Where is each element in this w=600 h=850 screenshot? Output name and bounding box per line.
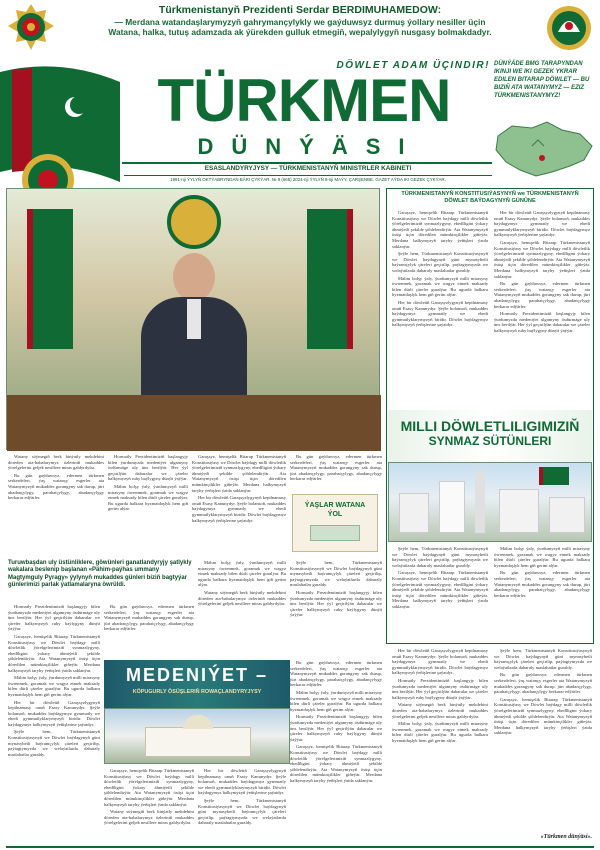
paragraph: Şeýle hem, Türkmenistanyň Konstitusiýasynyň we Döwlet baýdagynyň güni mynasybetli baýramçylyk çäreleri geçirilip, paýtagtymyzda we welaýatlarda dabaraly maslahatlar guraldy. (392, 251, 488, 273)
paragraph: Bu gün gaýduwsyz, edermen türkmen serkerdeleri, ýaş watançy esgerler ata Watanymyzyň mukaddes gorangyny sak durup, jürt abadançylygy, parahatçylygy, abadançylygy berkarar edýärler. (8, 472, 104, 501)
emblem-icon (6, 2, 56, 54)
paragraph: Her bir döwletiň Garaşsyzlygynyň kepilnamasy onuň Esasy Kanunydyr. Şeýle bolansoň, mukaddes baýdagymyz gymmatly we ebedi gymmatlyklarymyzyň biridir. Döwlet baýdagymyz halkymyzyň ýeňişlerine şaýatdyr. (192, 495, 286, 523)
constitution-box-title: TÜRKMENISTANYŇ KONSTITUSIÝASYNYŇ we TÜRKMENISTANYŇ DÖWLET BAÝDAGYNYŇ GÜNÜNE (387, 189, 593, 207)
paragraph: Her bir döwletiň Garaşsyzlygynyň kepilnamasy onuň Esasy Kanunydyr. Şeýle bolansoň, mukaddes baýdagymyz gymmatly we ebedi gymmatlyklarymyzyň biridir. Döwlet baýdagymyz halkymyzyň ýeňişlerine şaýatdyr. (392, 299, 488, 328)
paragraph: Mälim bolşy ýaly, ýurdumyzyň milli mirasyny öwrenmek, goramak we wagyz etmek maksady bilen dürli çäreler guralýar. Bu ugurda halkara hyzmatdaşlyk hem giň gerim alýar. (8, 675, 100, 697)
right-slogan: DÜNÝÄDE BMG TARAPYNDAN IKINJI WE IKI GEZEK YKRAR EDILEN BITARAP DÖWLET — BU BIZIŇ ATA WATANYMYZ — EZIZ TÜRKMENISTANYMYZ! (494, 61, 590, 99)
paragraph: Hormatly Prezidentimiziň başlangyjy bilen ýurdumyzda medeniýet ulgamyny ösdürmäge uly üns berilýär. Her ýyl geçirilýän dabaralar we çäreler halkymyzyň ruhy baýlygyny dünýä ýaýýar. (108, 454, 188, 482)
paragraph: Bu gün gaýduwsyz, edermen türkmen serkerdeleri, ýaş watançy esgerler ata Watanymyzyň mukaddes gorangyny sak durup, jürt abadançylygy, parahatçylygy, abadançylygy berkarar edýärler. (104, 604, 194, 632)
flag-left (27, 209, 73, 349)
article1-text-col6 (198, 768, 286, 844)
paragraph: Garaşsyz, hemişelik Bitarap Türkmenistanyň Konstitusiýasy we Döwlet baýdagy milli döwletlik ýörelgelerimiziň synmazlygyny, ebedîligini ýokary ähmiýetli şekilde şöhlelendirýär. Ata Watanymyzyň ösüşi üçin döredilen mümkinçilikler giňeýär. Merdana halkymyzyň taryhy ýeňişleri ýatda saklanýar. (8, 633, 100, 673)
paragraph: Bu gün gaýduwsyz, edermen türkmen serkerdeleri, ýaş watançy esgerler ata Watanymyzyň mukaddes gorangyny sak durup, jürt abadançylygy, parahatçylygy, abadançylygy berkarar edýärler. (290, 660, 382, 688)
paragraph: Şeýle hem, Türkmenistanyň Konstitusiýasynyň we Döwlet baýdagynyň güni mynasybetli baýramçylyk çäreleri geçirilip, paýtagtymyzda we welaýatlarda dabaraly maslahatlar guraldy. (198, 797, 286, 826)
quote-line-2: — Merdana watandaşlarymyzyň gahrymançylykly we gaýduwsyz durmuş ýollary nesiller üçin (114, 17, 486, 28)
president-photo (6, 188, 380, 450)
turkmenistan-map (492, 116, 598, 184)
paragraph: Garaşsyz, hemişelik Bitarap Türkmenistanyň Konstitusiýasy we Döwlet baýdagy milli döwletlik ýörelgelerimiziň synmazlygyny, ebedîligini ýokary ähmiýetli şekilde şöhlelendirýär. Ata Watanymyzyň ösüşi üçin döredilen mümkinçilikler giňeýär. Merdana halkymyzyň taryhy ýeňişleri ýatda saklanýar. (392, 570, 488, 609)
banner-milli (388, 410, 592, 462)
emblem-icon (544, 2, 594, 54)
banner-line-1: MILLI DÖWLETLILIGIMIZIŇ (400, 418, 580, 434)
desk (7, 395, 381, 451)
paragraph: Şeýle hem, Türkmenistanyň Konstitusiýasynyň we Döwlet baýdagynyň güni mynasybetli baýramçylyk çäreleri geçirilip, paýtagtymyzda we welaýatlarda dabaraly maslahatlar guraldy. (290, 560, 382, 588)
book-title: ÝAŞLAR WATANA ÝOL (304, 502, 366, 518)
article1-text-col7 (290, 660, 382, 844)
paragraph: Hormatly Prezidentimiziň başlangyjy bilen ýurdumyzda medeniýet ulgamyny ösdürmäge uly üns berilýär. Her ýyl geçirilýän dabaralar we çäreler halkymyzyň ruhy baýlygyny dünýä ýaýýar. (290, 714, 382, 742)
issue-info: 1991-nji ÝYLYŇ OKTÝABRYNDAN BÄRI ÇYKÝAR. № 9 (665) 2024-nji ÝYLYŇ 8-nji MAÝY, ÇARŞENBE. GAZET AÝDA IKI GEZEK ÇYKÝAR. (124, 175, 492, 182)
paragraph: Mälim bolşy ýaly, ýurdumyzyň milli mirasyny öwrenmek, goramak we wagyz etmek maksady bilen dürli çäreler guralýar. Bu ugurda halkara hyzmatdaşlyk hem giň gerim alýar. (108, 483, 188, 512)
paragraph: Mälim bolşy ýaly, ýurdumyzyň milli mirasyny öwrenmek, goramak we wagyz etmek maksady bilen dürli çäreler guralýar. Bu ugurda halkara hyzmatdaşlyk hem giň gerim alýar. (392, 721, 488, 743)
right-text-col2 (494, 648, 592, 832)
national-emblem-left (6, 2, 56, 54)
paragraph: Bu gün gaýduwsyz, edermen türkmen serkerdeleri, ýaş watançy esgerler ata Watanymyzyň mukaddes gorangyny sak durup, jürt abadançylygy, parahatçylygy, abadançylygy berkarar edýärler. (494, 570, 590, 598)
motto: DÖWLET ADAM ÜÇINDIR! (336, 60, 490, 71)
left-text-col4 (290, 454, 382, 494)
person-figure (129, 253, 259, 403)
constitution-text-col4 (494, 546, 590, 640)
paragraph: Garaşsyz, hemişelik Bitarap Türkmenistanyň Konstitusiýasy we Döwlet baýdagy milli döwletlik ýörelgelerimiziň synmazlygyny, ebedîligini ýokary ähmiýetli şekilde şöhlelendirýär. Ata Watanymyzyň ösüşi üçin döredilen mümkinçilikler giňeýär. Merdana halkymyzyň taryhy ýeňişleri ýatda saklanýar. (392, 210, 488, 249)
bottom-rule (6, 846, 594, 848)
left-text-col2 (108, 454, 188, 554)
masthead-title: TÜRKMEN (157, 67, 451, 134)
theatre-photo (104, 708, 290, 764)
paragraph: Mälim bolşy ýaly, ýurdumyzyň milli mirasyny öwrenmek, goramak we wagyz etmek maksady bilen dürli çäreler guralýar. Bu ugurda halkara hyzmatdaşlyk hem giň gerim alýar. (392, 275, 488, 298)
paragraph: Şeýle hem, Türkmenistanyň Konstitusiýasynyň we Döwlet baýdagynyň güni mynasybetli baýramçylyk çäreleri geçirilip, paýtagtymyzda we welaýatlarda dabaraly maslahatlar guraldy. (8, 729, 100, 757)
paragraph: Garaşsyz, hemişelik Bitarap Türkmenistanyň Konstitusiýasy we Döwlet baýdagy milli döwletlik ýörelgelerimiziň synmazlygyny, ebedîligini ýokary ähmiýetli şekilde şöhlelendirýär. Ata Watanymyzyň ösüşi üçin döredilen mümkinçilikler giňeýär. Merdana halkymyzyň taryhy ýeňişleri ýatda saklanýar. (290, 744, 382, 783)
flag-right (307, 209, 353, 349)
paragraph: Bu gün gaýduwsyz, edermen türkmen serkerdeleri, ýaş watançy esgerler ata Watanymyzyň mukaddes gorangyny sak durup, jürt abadançylygy, parahatçylygy, abadançylygy berkarar edýärler. (290, 454, 382, 482)
paragraph: Hormatly Prezidentimiziň başlangyjy bilen ýurdumyzda medeniýet ulgamyny ösdürmäge uly üns berilýär. Her ýyl geçirilýän dabaralar we çäreler halkymyzyň ruhy baýlygyny dünýä ýaýýar. (494, 311, 590, 333)
article1-text-col5 (104, 768, 194, 844)
banner-line-2: SYNMAZ SÜTÜNLERI (428, 434, 552, 448)
article1-text-col4 (290, 560, 382, 656)
paragraph: Watany söýmegiň berk binýatly mekdebini döreden ata-babalarymyz özleriniň mukaddes ýörelgelerini geljek nesillere miras galdyrdylar. (104, 809, 194, 826)
paragraph: Hormatly Prezidentimiziň başlangyjy bilen ýurdumyzda medeniýet ulgamyny ösdürmäge uly üns berilýär. Her ýyl geçirilýän dabaralar we çäreler halkymyzyň ruhy baýlygyny dünýä ýaýýar. (8, 604, 100, 632)
city-photo (388, 462, 592, 542)
left-text-col3 (192, 454, 286, 554)
paragraph: Bu gün gaýduwsyz, edermen türkmen serkerdeleri, ýaş watançy esgerler ata Watanymyzyň mukaddes gorangyny sak durup, jürt abadançylygy, parahatçylygy, abadançylygy berkarar edýärler. (494, 672, 592, 695)
medeniyet-title: MEDENIÝET – (125, 665, 269, 685)
paragraph: Mälim bolşy ýaly, ýurdumyzyň milli mirasyny öwrenmek, goramak we wagyz etmek maksady bilen dürli çäreler guralýar. Bu ugurda halkara hyzmatdaşlyk hem giň gerim alýar. (198, 560, 286, 588)
paragraph: Her bir döwletiň Garaşsyzlygynyň kepilnamasy onuň Esasy Kanunydyr. Şeýle bolansoň, mukaddes baýdagymyz gymmatly we ebedi gymmatlyklarymyzyň biridir. Döwlet baýdagymyz halkymyzyň ýeňişlerine şaýatdyr. (8, 699, 100, 727)
map-icon (492, 116, 598, 184)
medeniyet-banner (104, 660, 290, 708)
constitution-text-col2 (494, 210, 590, 410)
paragraph: Garaşsyz, hemişelik Bitarap Türkmenistanyň Konstitusiýasy we Döwlet baýdagy milli döwletlik ýörelgelerimiziň synmazlygyny, ebedîligini ýokary ähmiýetli şekilde şöhlelendirýär. Ata Watanymyzyň ösüşi üçin döredilen mümkinçilikler giňeýär. Merdana halkymyzyň taryhy ýeňişleri ýatda saklanýar. (494, 696, 592, 736)
paragraph: Şeýle hem, Türkmenistanyň Konstitusiýasynyň we Döwlet baýdagynyň güni mynasybetli baýramçylyk çäreleri geçirilip, paýtagtymyzda we welaýatlarda dabaraly maslahatlar guraldy. (392, 546, 488, 568)
book-cover (292, 494, 378, 552)
paragraph: Hormatly Prezidentimiziň başlangyjy bilen ýurdumyzda medeniýet ulgamyny ösdürmäge uly üns berilýär. Her ýyl geçirilýän dabaralar we çäreler halkymyzyň ruhy baýlygyny dünýä ýaýýar. (392, 677, 488, 700)
paragraph: Watany söýmegiň berk binýatly mekdebini döreden ata-babalarymyz özleriniň mukaddes ýörelgelerini geljek nesillere miras galdyrdylar. (8, 454, 104, 471)
article1-headline: Turuwbaşdan uly üstünliklere, göwünleri ganatlandyryjy şatlykly wakalara beslenip başlanan «Pähim-paýhas ummany Magtymguly Pyragy» ýylynyň mukaddes günleri biziň bagtyýar günlerimizi parlak ýatlamalaryna öwrüldi. (8, 560, 192, 589)
masthead-rule (122, 162, 492, 164)
constitution-text-col1 (392, 210, 488, 410)
founders-line: ESASLANDYRYJYSY — TÜRKMENISTANYŇ MINISTRLER KABINETI (204, 165, 412, 172)
quote-line-3: Watana, halka, tutuş adamzada ak ýürekden gulluk etmegiň, wepalylygyň nusgasy bolmakdadyr. (108, 26, 492, 37)
paragraph: Şeýle hem, Türkmenistanyň Konstitusiýasynyň we Döwlet baýdagynyň güni mynasybetli baýramçylyk çäreleri geçirilip, paýtagtymyzda we welaýatlarda dabaraly maslahatlar guraldy. (494, 648, 592, 670)
constitution-text-col3 (392, 546, 488, 640)
flag-on-pole (539, 467, 569, 485)
article1-text-col2 (104, 604, 194, 660)
article1-text-col3 (198, 560, 286, 656)
right-text-col1 (392, 648, 488, 844)
article1-text-col1 (8, 604, 100, 842)
paragraph: Garaşsyz, hemişelik Bitarap Türkmenistanyň Konstitusiýasy we Döwlet baýdagy milli döwletlik ýörelgelerimiziň synmazlygyny, ebedîligini ýokary ähmiýetli şekilde şöhlelendirýär. Ata Watanymyzyň ösüşi üçin döredilen mümkinçilikler giňeýär. Merdana halkymyzyň taryhy ýeňişleri ýatda saklanýar. (192, 454, 286, 493)
president-quote (60, 4, 540, 37)
quote-line-1: Türkmenistanyň Prezidenti Serdar BERDIMUHAMEDOW: (158, 4, 442, 16)
paragraph: Her bir döwletiň Garaşsyzlygynyň kepilnamasy onuň Esasy Kanunydyr. Şeýle bolansoň, mukaddes baýdagymyz gymmatly we ebedi gymmatlyklarymyzyň biridir. Döwlet baýdagymyz halkymyzyň ýeňişlerine şaýatdyr. (392, 648, 488, 676)
masthead-subtitle: DÜNÝÄSI (197, 134, 423, 159)
paragraph: Watany söýmegiň berk binýatly mekdebini döreden ata-babalarymyz özleriniň mukaddes ýörelgelerini geljek nesillere miras galdyrdylar. (392, 702, 488, 719)
paragraph: Hormatly Prezidentimiziň başlangyjy bilen ýurdumyzda medeniýet ulgamyny ösdürmäge uly üns berilýär. Her ýyl geçirilýän dabaralar we çäreler halkymyzyň ruhy baýlygyny dünýä ýaýýar. (290, 589, 382, 618)
paragraph: Her bir döwletiň Garaşsyzlygynyň kepilnamasy onuň Esasy Kanunydyr. Şeýle bolansoň, mukaddes baýdagymyz gymmatly we ebedi gymmatlyklarymyzyň biridir. Döwlet baýdagymyz halkymyzyň ýeňişlerine şaýatdyr. (198, 768, 286, 796)
paragraph: Mälim bolşy ýaly, ýurdumyzyň milli mirasyny öwrenmek, goramak we wagyz etmek maksady bilen dürli çäreler guralýar. Bu ugurda halkara hyzmatdaşlyk hem giň gerim alýar. (494, 546, 590, 568)
emblem-wall (167, 195, 221, 249)
left-text-col1 (8, 454, 104, 554)
national-emblem-right (544, 2, 594, 54)
paragraph: Her bir döwletiň Garaşsyzlygynyň kepilnamasy onuň Esasy Kanunydyr. Şeýle bolansoň, mukaddes baýdagymyz gymmatly we ebedi gymmatlyklarymyzyň biridir. Döwlet baýdagymyz halkymyzyň ýeňişlerine şaýatdyr. (494, 210, 590, 238)
paragraph: Watany söýmegiň berk binýatly mekdebini döreden ata-babalarymyz özleriniň mukaddes ýörelgelerini geljek nesillere miras galdyrdylar. (198, 589, 286, 607)
paragraph: Bu gün gaýduwsyz, edermen türkmen serkerdeleri, ýaş watançy esgerler ata Watanymyzyň mukaddes gorangyny sak durup, jürt abadançylygy, parahatçylygy, abadançylygy berkarar edýärler. (494, 281, 590, 309)
paragraph: Garaşsyz, hemişelik Bitarap Türkmenistanyň Konstitusiýasy we Döwlet baýdagy milli döwletlik ýörelgelerimiziň synmazlygyny, ebedîligini ýokary ähmiýetli şekilde şöhlelendirýär. Ata Watanymyzyň ösüşi üçin döredilen mümkinçilikler giňeýär. Merdana halkymyzyň taryhy ýeňişleri ýatda saklanýar. (104, 768, 194, 807)
signoff: «Türkmen dünýäsi». (540, 834, 592, 840)
paragraph: Garaşsyz, hemişelik Bitarap Türkmenistanyň Konstitusiýasy we Döwlet baýdagy milli döwletlik ýörelgelerimiziň synmazlygyny, ebedîligini ýokary ähmiýetli şekilde şöhlelendirýär. Ata Watanymyzyň ösüşi üçin döredilen mümkinçilikler giňeýär. Merdana halkymyzyň taryhy ýeňişleri ýatda saklanýar. (494, 239, 590, 279)
paragraph: Mälim bolşy ýaly, ýurdumyzyň milli mirasyny öwrenmek, goramak we wagyz etmek maksady bilen dürli çäreler guralýar. Bu ugurda halkara hyzmatdaşlyk hem giň gerim alýar. (290, 689, 382, 712)
medeniyet-subtitle: KÖPUGURLY ÖSÜŞLERIŇ ROWAÇLANDYRYJYSY (132, 689, 262, 695)
